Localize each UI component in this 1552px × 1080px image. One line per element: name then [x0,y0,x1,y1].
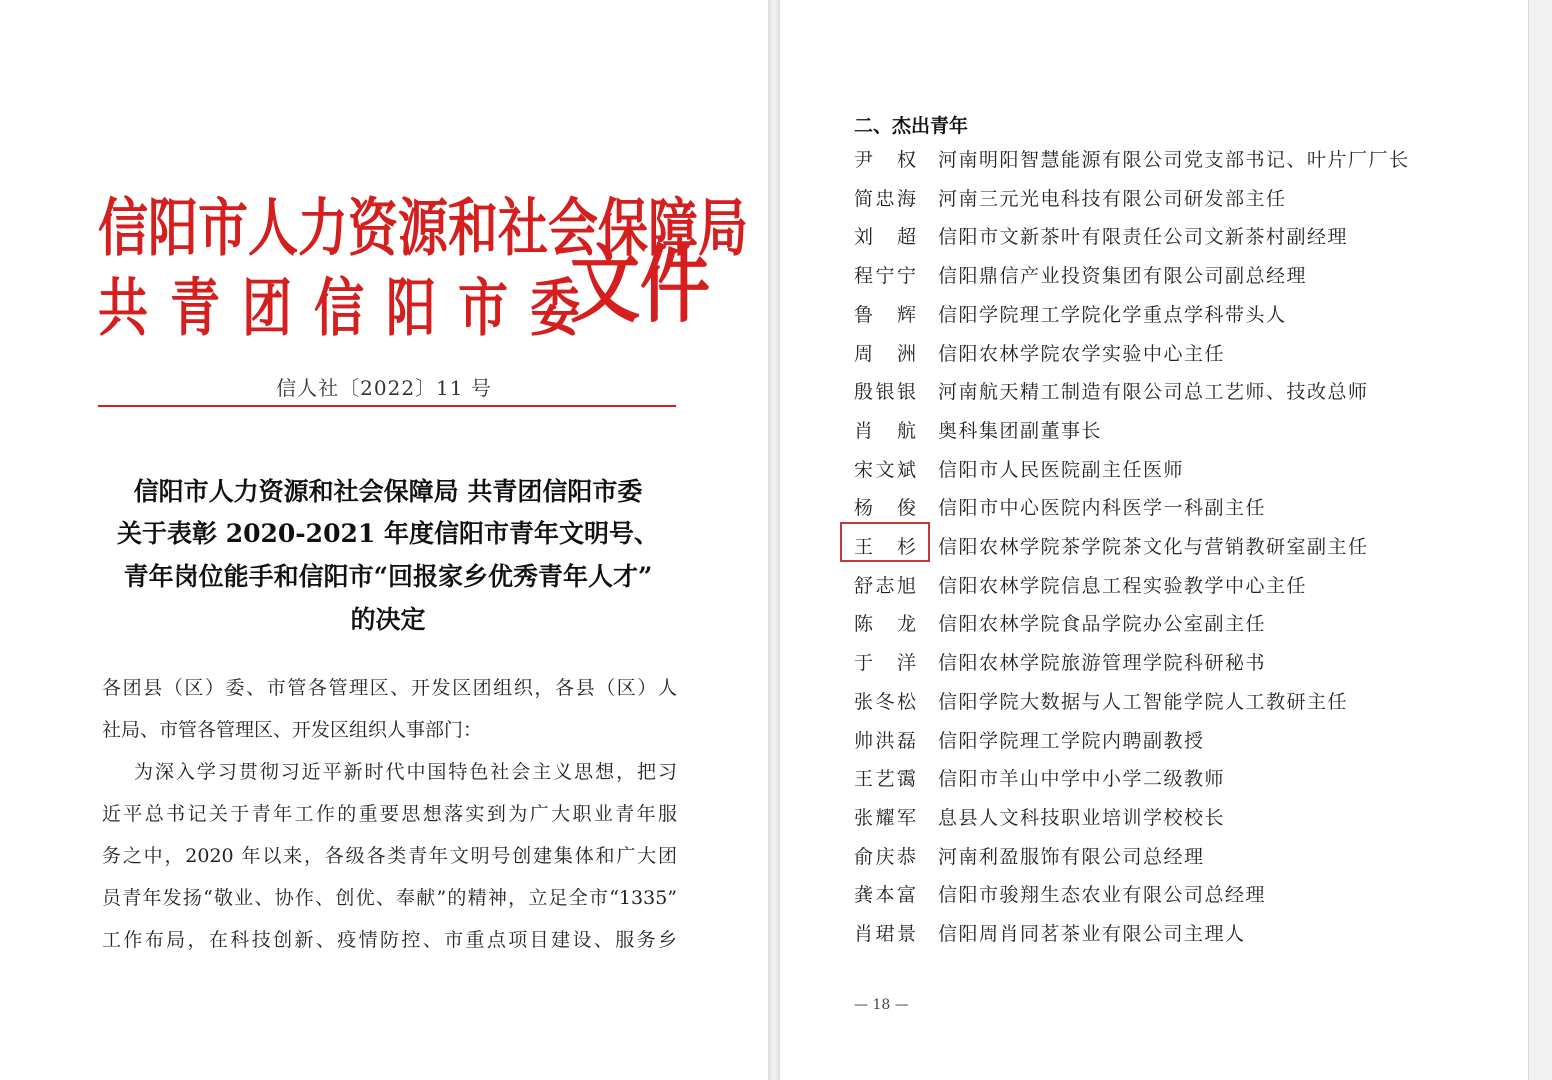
list-item [854,416,1514,446]
body-line: 各团县（区）委、市管各管理区、开发区团组织，各县（区）人 [102,677,677,699]
list-item [854,261,1514,291]
list-item [854,609,1514,639]
awardee-position: 河南三元光电科技有限公司研发部主任 [938,187,1287,210]
body-line: 为深入学习贯彻习近平新时代中国特色社会主义思想，把习 [102,761,677,783]
list-item [854,184,1514,214]
awardee-name: 俞庆恭 [854,845,916,868]
list-item [854,764,1514,794]
awardee-position: 信阳学院理工学院化学重点学科带头人 [938,303,1287,326]
highlight-box [840,522,930,562]
awardee-name: 王艺霭 [854,768,916,791]
awardee-position: 信阳学院大数据与人工智能学院人工教研主任 [938,690,1349,713]
awardee-position: 信阳周肖同茗茶业有限公司主理人 [938,923,1246,945]
body-line: 社局、市管各管理区、开发区组织人事部门： [102,719,483,741]
body-line: 务之中，2020 年以来，各级各类青年文明号创建集体和广大团 [102,845,677,867]
page-edge [1528,0,1552,1080]
masthead-line-1: 信阳市人力资源和社会保障局 [98,190,748,265]
list-item [854,377,1514,407]
awardee-name: 简忠海 [854,187,916,210]
section-heading: 二、杰出青年 [854,115,969,137]
awardee-name: 龚本富 [854,884,916,907]
awardee-position: 奥科集团副董事长 [938,419,1103,442]
left-page [0,0,768,1080]
masthead-suffix: 文件 [570,234,710,335]
title-line-1: 信阳市人力资源和社会保障局 共青团信阳市委 [133,477,643,506]
awardee-position: 信阳市中心医院内科医学一科副主任 [938,497,1267,520]
awardee-position: 信阳市羊山中学中小学二级教师 [938,768,1226,791]
page-number: — 18 — [854,997,909,1013]
masthead-line-2: 共青团信阳市委 [98,270,602,345]
body-line: 工作布局，在科技创新、疫情防控、市重点项目建设、服务乡 [102,929,677,951]
awardee-position: 信阳农林学院信息工程实验教学中心主任 [938,574,1308,597]
red-divider [98,405,676,407]
awardee-name: 张耀军 [854,806,916,829]
awardee-name: 鲁辉 [854,303,916,326]
title-line-2: 关于表彰 2020-2021 年度信阳市青年文明号、 [117,519,659,548]
awardee-position: 河南航天精工制造有限公司总工艺师、技改总师 [938,381,1369,404]
list-item [854,339,1514,369]
awardee-name: 王杉 [854,536,916,558]
list-item [854,571,1514,601]
awardee-name: 尹权 [854,149,916,171]
list-item [854,919,1514,949]
list-item [854,532,1514,562]
awardee-name: 宋文斌 [854,458,916,481]
list-item [854,648,1514,678]
awardee-name: 于洋 [854,652,916,675]
awardee-position: 信阳市文新茶叶有限责任公司文新茶村副经理 [938,226,1349,249]
awardee-position: 息县人文科技职业培训学校校长 [938,806,1226,829]
awardee-name: 舒志旭 [854,574,916,597]
awardee-position: 河南利盈服饰有限公司总经理 [938,845,1205,868]
list-item [854,880,1514,910]
list-item [854,842,1514,872]
awardee-position: 信阳农林学院茶学院茶文化与营销教研室副主任 [938,536,1369,558]
document-number: 信人社〔2022〕11 号 [276,376,492,400]
awardee-name: 杨俊 [854,497,916,520]
awardee-position: 信阳农林学院旅游管理学院科研秘书 [938,652,1267,675]
awardee-position: 信阳学院理工学院内聘副教授 [938,729,1205,752]
awardee-position: 信阳市骏翔生态农业有限公司总经理 [938,884,1267,907]
awardee-position: 信阳鼎信产业投资集团有限公司副总经理 [938,265,1308,288]
awardee-name: 程宁宁 [854,265,916,288]
title-line-3: 青年岗位能手和信阳市“回报家乡优秀青年人才” [123,562,653,591]
awardee-name: 殷银银 [854,381,916,404]
awardee-name: 刘超 [854,226,916,249]
awardee-name: 肖航 [854,419,916,442]
awardee-name: 周洲 [854,342,916,365]
list-item [854,222,1514,252]
list-item [854,493,1514,523]
right-page [780,0,1528,1080]
page-gutter [768,0,780,1080]
body-line: 员青年发扬“敬业、协作、创优、奉献”的精神，立足全市“1335” [102,887,677,909]
list-item [854,726,1514,756]
list-item [854,803,1514,833]
awardee-name: 帅洪磊 [854,729,916,752]
awardee-position: 信阳农林学院食品学院办公室副主任 [938,613,1267,636]
body-line: 近平总书记关于青年工作的重要思想落实到为广大职业青年服 [102,803,677,825]
list-item [854,300,1514,330]
list-item [854,687,1514,717]
awardee-name: 张冬松 [854,690,916,713]
list-item [854,145,1514,175]
awardee-name: 肖珺景 [854,923,916,945]
awardee-name: 陈龙 [854,613,916,636]
title-line-4: 的决定 [350,605,426,634]
list-item [854,455,1514,485]
awardee-position: 河南明阳智慧能源有限公司党支部书记、叶片厂厂长 [938,149,1410,171]
awardee-position: 信阳农林学院农学实验中心主任 [938,342,1226,365]
awardee-position: 信阳市人民医院副主任医师 [938,458,1185,481]
